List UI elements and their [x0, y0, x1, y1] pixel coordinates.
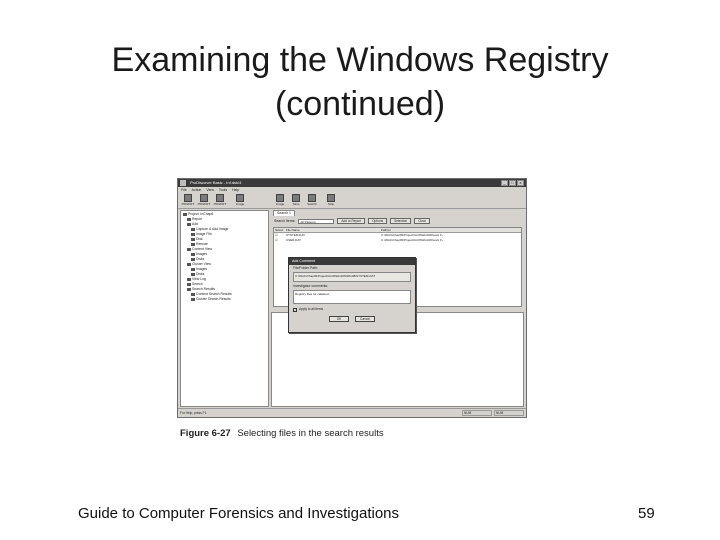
path-label: File/Folder Path:: [293, 266, 318, 270]
tree-item-label: Disk: [196, 237, 203, 241]
search-icon: [308, 194, 316, 202]
column-select[interactable]: Select: [275, 228, 284, 232]
disk-icon: [184, 194, 192, 202]
tree-item-label: Search: [192, 282, 203, 286]
stop-icon: [327, 194, 335, 202]
toolbar-button-2[interactable]: [197, 194, 211, 208]
search-items-label: Search items:: [274, 218, 296, 223]
disk-icon: [191, 258, 195, 261]
options-button[interactable]: Options: [368, 218, 387, 224]
tree-item-label: Image File: [196, 232, 212, 236]
apply-all-checkbox[interactable]: ✓: [294, 307, 297, 312]
project-tree: [180, 210, 269, 407]
binoculars-icon: [191, 298, 195, 301]
apply-all-option[interactable]: [289, 305, 415, 314]
tree-item-label: Add: [192, 222, 199, 226]
folder-icon: [187, 223, 191, 226]
tree-item-label: Search Results: [192, 287, 215, 291]
tree-item-label: Report: [192, 217, 203, 221]
image-icon: [276, 194, 284, 202]
row-path: C:\Work\Chap06\Project\GCR\Work06\work 1\...: [381, 238, 445, 242]
column-path[interactable]: Path(s): [381, 228, 391, 232]
menu-view[interactable]: View: [206, 188, 214, 192]
tree-item-label: Images: [196, 267, 208, 271]
apply-all-label: Apply to all items: [299, 307, 324, 311]
binoculars-icon: [191, 293, 195, 296]
window-buttons: [501, 180, 524, 186]
disk-icon: [191, 273, 195, 276]
folder-icon: [187, 263, 191, 266]
folder-icon: [187, 288, 191, 291]
slide-title-line-2: (continued): [274, 85, 446, 123]
report-icon: [187, 218, 191, 221]
menu-file[interactable]: File: [181, 188, 187, 192]
toolbar-label: Save: [292, 202, 300, 206]
path-field: C:\Work\Chap06\Project\GCR\Work06\Win98\SYSTEM.DAT: [293, 272, 411, 282]
toolbar-label: PFD/DFT: [181, 202, 195, 206]
toolbar-label: Image: [275, 202, 285, 206]
toolbar-search-button[interactable]: [305, 194, 319, 208]
row-path: C:\Work\Chap06\Project\GCR\Work06\work 1\...: [381, 233, 445, 237]
status-help-text: For Help, press F1: [180, 410, 207, 415]
tree-item-label: Remote: [196, 242, 208, 246]
tree-item-label: Disks: [196, 272, 205, 276]
toolbar-label: PFD/DFT: [213, 202, 227, 206]
slide-footer: Guide to Computer Forensics and Investigations: [78, 505, 399, 522]
toolbar-stop-button[interactable]: [324, 194, 338, 208]
window-title: ProDiscover Basic - Inf.dsk/4: [190, 180, 242, 185]
page-number: 59: [638, 505, 655, 522]
toolbar-button-3[interactable]: [213, 194, 227, 208]
tree-item-label: Images: [196, 252, 208, 256]
minimize-button[interactable]: _: [501, 180, 508, 186]
tree-item-label: View Log: [192, 277, 206, 281]
figure-caption-text: Selecting files in the search results: [237, 428, 384, 439]
toolbar-button-1[interactable]: [181, 194, 195, 208]
window-titlebar: [178, 179, 526, 187]
comment-label: Investigator comments:: [293, 284, 329, 288]
toolbar-label: Image: [235, 202, 245, 206]
row-file-name: USER.DAT: [286, 238, 301, 242]
save-icon: [292, 194, 300, 202]
slide-title: [0, 38, 720, 126]
disk-icon: [191, 238, 195, 241]
maximize-button[interactable]: □: [509, 180, 516, 186]
image-icon: [236, 194, 244, 202]
tree-item-label: Disks: [196, 257, 205, 261]
toolbar-label: Search: [307, 202, 317, 206]
status-bar: [178, 408, 526, 417]
toolbar-label: PFD/DFT: [197, 202, 211, 206]
status-indicator: NUM: [494, 410, 524, 416]
capture-icon: [191, 228, 195, 231]
tree-item-label: Content View: [192, 247, 213, 251]
slide-title-line-1: Examining the Windows Registry: [111, 41, 609, 79]
prodiscover-screenshot: [177, 178, 527, 418]
menu-tools[interactable]: Tools: [218, 188, 228, 192]
toolbar: [178, 193, 526, 209]
row-file-name: SYSTEM.DAT: [286, 233, 305, 237]
image-icon: [191, 268, 195, 271]
disk-icon: [216, 194, 224, 202]
search-items-select[interactable]: All Patterns: [298, 219, 334, 224]
menu-action[interactable]: Action: [191, 188, 202, 192]
add-to-report-button[interactable]: Add to Report: [337, 218, 365, 224]
search-icon: [187, 283, 191, 286]
dialog-title: Add Comment: [289, 258, 415, 265]
add-comment-dialog: [288, 257, 416, 333]
app-icon: [180, 180, 186, 186]
menu-help[interactable]: Help: [232, 188, 240, 192]
tree-item-label: Cluster Search Results: [196, 297, 231, 301]
toolbar-label: Stop: [327, 202, 335, 206]
comment-field[interactable]: Registry files for cataloed: [293, 290, 411, 304]
cancel-button[interactable]: Cancel: [355, 316, 375, 322]
image-file-icon: [191, 233, 195, 236]
tree-item-label: Project: InChap6: [188, 212, 214, 216]
log-icon: [187, 278, 191, 281]
tree-item[interactable]: [183, 297, 266, 302]
figure-caption: [180, 428, 384, 439]
remote-icon: [191, 243, 195, 246]
toolbar-button-4[interactable]: [233, 194, 247, 208]
folder-icon: [183, 213, 187, 216]
search-controls: [271, 216, 524, 226]
status-indicator: NUM: [462, 410, 492, 416]
figure-label: Figure 6-27: [180, 428, 231, 439]
row-select-checkbox[interactable]: ☑: [275, 233, 278, 237]
tree-item-label: Capture & Add Image: [196, 227, 229, 231]
ok-button[interactable]: OK: [329, 316, 349, 322]
column-file-name[interactable]: File Name: [286, 228, 300, 232]
toolbar-button-5[interactable]: [273, 194, 287, 208]
disk-icon: [200, 194, 208, 202]
folder-icon: [187, 248, 191, 251]
tree-item-label: Cluster View: [192, 262, 211, 266]
clear-button[interactable]: Clear: [414, 218, 430, 224]
dialog-buttons: [289, 316, 415, 322]
selection-button[interactable]: Selection: [390, 218, 411, 224]
tab-search-1[interactable]: Search 1: [273, 210, 295, 216]
image-icon: [191, 253, 195, 256]
row-select-checkbox[interactable]: ☑: [275, 238, 278, 242]
close-button[interactable]: x: [517, 180, 524, 186]
table-row[interactable]: [274, 238, 521, 243]
toolbar-button-6[interactable]: [289, 194, 303, 208]
tree-item-label: Content Search Results: [196, 292, 232, 296]
